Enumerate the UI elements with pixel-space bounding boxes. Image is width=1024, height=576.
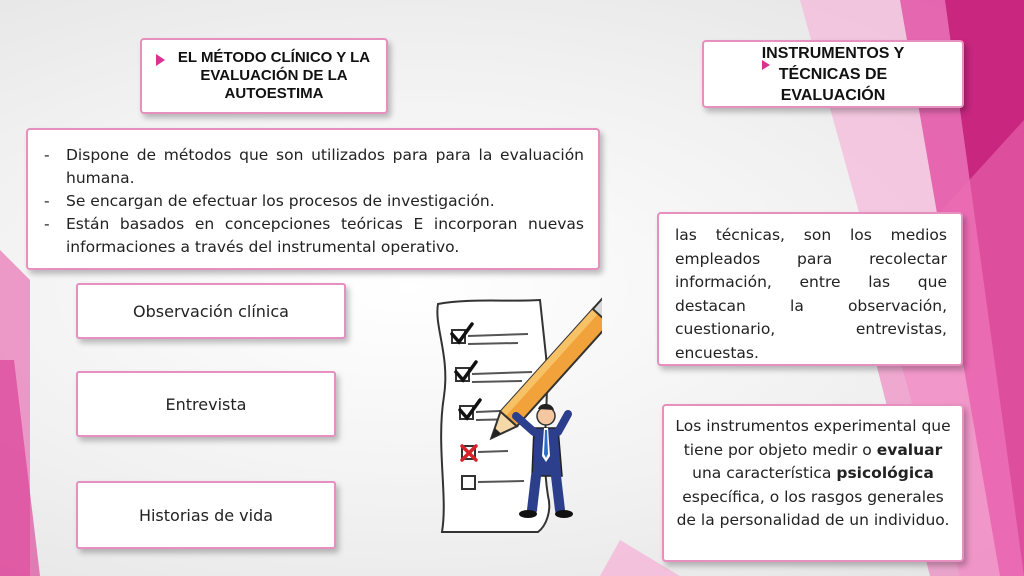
bullet-list: [42, 144, 584, 259]
bullets-box: [26, 128, 600, 270]
instrumentos-box: [662, 404, 964, 562]
bullet-item: - Dispone de métodos que son utilizados para para la evaluación humana.: [42, 144, 584, 190]
title-box-metodo-clinico: [140, 38, 388, 114]
checklist-pencil-illustration-icon: [428, 296, 602, 536]
item-historias-de-vida: Historias de vida: [76, 481, 336, 549]
item-entrevista: Entrevista: [76, 371, 336, 437]
instrumentos-bold-psicologica: psicológica: [836, 464, 934, 482]
bullet-item: - Se encargan de efectuar los procesos de investigación.: [42, 190, 584, 213]
bullet-triangle-icon: [762, 60, 770, 70]
instrumentos-text: específica, o los rasgos generales de la personalidad de un individuo.: [676, 487, 950, 529]
bullet-triangle-icon: [156, 54, 165, 66]
instrumentos-text: Los instrumentos experimental que tiene por objeto medir o: [675, 417, 951, 459]
item-observacion-clinica: Observación clínica: [76, 283, 346, 339]
instrumentos-text: una característica: [692, 464, 837, 482]
tecnicas-box: las técnicas, son los medios empleados para recolectar información, entre las que destacan la observación, cuestionario, entrevistas, encuestas.: [657, 212, 963, 366]
title-metodo-clinico: EL MÉTODO CLÍNICO Y LA EVALUACIÓN DE LA AUTOESTIMA: [177, 49, 371, 102]
title-box-instrumentos: [702, 40, 964, 108]
bullet-item: - Están basados en concepciones teóricas E incorporan nuevas informaciones a través del instrumental operativo.: [42, 213, 584, 259]
title-instrumentos: INSTRUMENTOS Y TÉCNICAS DE EVALUACIÓN: [761, 44, 905, 104]
instrumentos-bold-evaluar: evaluar: [876, 440, 943, 459]
